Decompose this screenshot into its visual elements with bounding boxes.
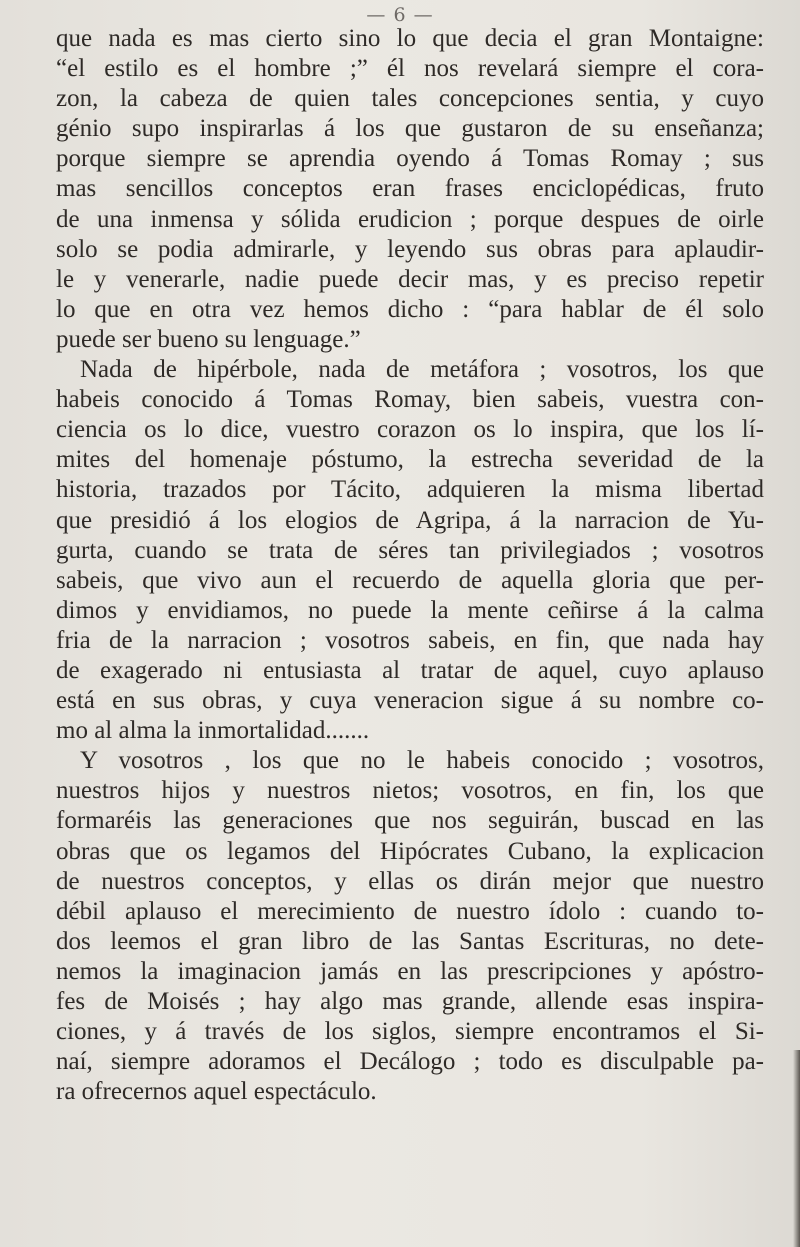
text-line: mites del homenaje póstumo, la estrecha severidad de la xyxy=(56,446,764,474)
text-line: génio supo inspirarlas á los que gustaron de su enseñanza; xyxy=(56,115,764,143)
text-line: formaréis las generaciones que nos seguirán, buscad en las xyxy=(56,807,764,835)
text-line: historia, trazados por Tácito, adquieren la misma libertad xyxy=(56,476,764,504)
paragraph-start-line: Y vosotros , los que no le habeis conocido ; vosotros, xyxy=(80,747,764,775)
binding-shadow xyxy=(793,1050,800,1247)
text-line: obras que os legamos del Hipócrates Cubano, la explicacion xyxy=(56,837,764,865)
text-line: de exagerado ni entusiasta al tratar de aquel, cuyo aplauso xyxy=(56,656,764,684)
text-line: de nuestros conceptos, y ellas os dirán mejor que nuestro xyxy=(56,867,764,895)
body-text xyxy=(56,24,764,1107)
text-line: nuestros hijos y nuestros nietos; vosotros, en fin, los que xyxy=(56,777,764,805)
page-number: — 6 — xyxy=(366,4,434,26)
text-line: “el estilo es el hombre ;” él nos revelará siempre el cora- xyxy=(56,55,764,83)
text-line: ciencia os lo dice, vuestro corazon os lo inspira, que los lí- xyxy=(56,416,764,444)
paragraph-end-line: mo al alma la inmortalidad....... xyxy=(56,717,370,745)
text-line: lo que en otra vez hemos dicho : “para hablar de él solo xyxy=(56,295,764,323)
text-line: sabeis, que vivo aun el recuerdo de aquella gloria que per- xyxy=(56,566,764,594)
paragraph-end-line: ra ofrecernos aquel espectáculo. xyxy=(56,1078,377,1106)
text-line: dos leemos el gran libro de las Santas Escrituras, no dete- xyxy=(56,927,764,955)
text-line: ciones, y á través de los siglos, siempre encontramos el Si- xyxy=(56,1018,764,1046)
text-line: mas sencillos conceptos eran frases enciclopédicas, fruto xyxy=(56,175,764,203)
text-line: dimos y envidiamos, no puede la mente ceñirse á la calma xyxy=(56,596,764,624)
text-line: porque siempre se aprendia oyendo á Tomas Romay ; sus xyxy=(56,145,764,173)
paragraph-end-line: puede ser bueno su lenguage.” xyxy=(56,325,361,353)
text-line: habeis conocido á Tomas Romay, bien sabeis, vuestra con- xyxy=(56,386,764,414)
paragraph-start-line: Nada de hipérbole, nada de metáfora ; vosotros, los que xyxy=(80,356,764,384)
text-line: que nada es mas cierto sino lo que decia el gran Montaigne: xyxy=(56,25,764,52)
text-line: naí, siempre adoramos el Decálogo ; todo es disculpable pa- xyxy=(56,1048,764,1076)
text-line: está en sus obras, y cuya veneracion sigue á su nombre co- xyxy=(56,687,764,715)
text-line: débil aplauso el merecimiento de nuestro ídolo : cuando to- xyxy=(56,897,764,925)
text-line: de una inmensa y sólida erudicion ; porque despues de oirle xyxy=(56,205,764,233)
text-line: le y venerarle, nadie puede decir mas, y es preciso repetir xyxy=(56,265,764,293)
text-line: fria de la narracion ; vosotros sabeis, en fin, que nada hay xyxy=(56,626,764,654)
text-line: solo se podia admirarle, y leyendo sus obras para aplaudir- xyxy=(56,235,764,263)
text-line: nemos la imaginacion jamás en las prescripciones y apóstro- xyxy=(56,957,764,985)
text-line: que presidió á los elogios de Agripa, á la narracion de Yu- xyxy=(56,506,764,534)
text-line: fes de Moisés ; hay algo mas grande, allende esas inspira- xyxy=(56,988,764,1015)
text-line: zon, la cabeza de quien tales concepciones sentia, y cuyo xyxy=(56,85,764,113)
text-line: gurta, cuando se trata de séres tan privilegiados ; vosotros xyxy=(56,536,764,564)
